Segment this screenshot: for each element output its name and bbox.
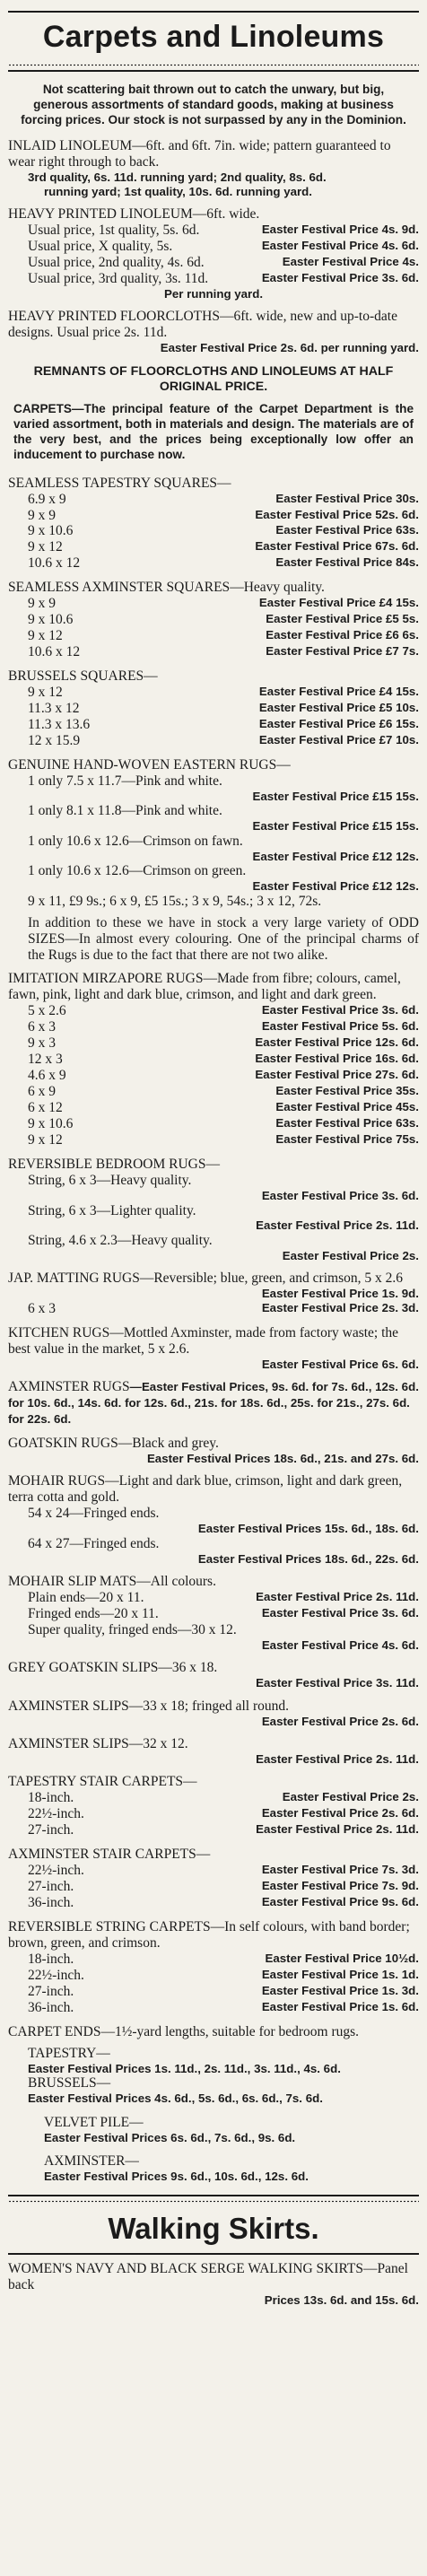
list-item: 22½-inch. Easter Festival Price 2s. 6d. bbox=[28, 1806, 419, 1822]
brussels-squares bbox=[8, 668, 419, 749]
axm-squares-desc: —Heavy quality. bbox=[230, 580, 325, 596]
eastern-title: GENUINE HAND-WOVEN EASTERN RUGS— bbox=[8, 757, 291, 773]
eastern-p2: Easter Festival Price £15 15s. bbox=[252, 819, 419, 834]
list-item: 9 x 12 Easter Festival Price £4 15s. bbox=[28, 685, 419, 701]
seamless-axminster-squares bbox=[8, 580, 419, 660]
list-item: 10.6 x 12 Easter Festival Price £7 7s. bbox=[28, 644, 419, 660]
slipmats-d2: Fringed ends—20 x 11. bbox=[28, 1605, 159, 1621]
hpl-usual-4: Usual price, 3rd quality, 3s. 11d. bbox=[28, 270, 209, 286]
skirts-title: WOMEN'S NAVY AND BLACK SERGE WALKING SKIRTS bbox=[8, 2260, 363, 2276]
axm-slips1-desc: —33 x 18; fringed all round. bbox=[128, 1698, 290, 1714]
list-item: 11.3 x 13.6 Easter Festival Price £6 15s. bbox=[28, 717, 419, 733]
kitchen-title: KITCHEN RUGS bbox=[8, 1324, 110, 1340]
list-item: 27-inch. Easter Festival Price 7s. 9d. bbox=[28, 1879, 419, 1895]
page-title: Carpets and Linoleums bbox=[42, 20, 385, 54]
mohair-title: MOHAIR RUGS bbox=[8, 1473, 106, 1489]
list-item: 36-inch. Easter Festival Price 9s. 6d. bbox=[28, 1895, 419, 1911]
list-item: 12 x 15.9 Easter Festival Price £7 10s. bbox=[28, 733, 419, 749]
bedroom-p1: Easter Festival Price 3s. 6d. bbox=[261, 1189, 419, 1203]
slipmats-d1: Plain ends—20 x 11. bbox=[28, 1589, 144, 1605]
slipmats-p2: Easter Festival Price 3s. 6d. bbox=[261, 1605, 419, 1620]
tap-stair-title: TAPESTRY STAIR CARPETS— bbox=[8, 1774, 197, 1790]
list-item: 9 x 12 Easter Festival Price £6 6s. bbox=[28, 628, 419, 644]
mirzapore-desc: —Made from fibre; colours, camel, fawn, pink, light and dark blue, crimson, and light and dark green. bbox=[8, 971, 401, 1003]
dotted-rule bbox=[8, 64, 419, 66]
rule bbox=[8, 70, 419, 72]
string-title: REVERSIBLE STRING CARPETS bbox=[8, 1919, 211, 1935]
slipmats-desc: —All colours. bbox=[136, 1574, 216, 1590]
hpl-tail: Per running yard. bbox=[163, 286, 264, 301]
tapestry-squares-title: SEAMLESS TAPESTRY SQUARES— bbox=[8, 475, 231, 491]
hpl-usual-3: Usual price, 2nd quality, 4s. 6d. bbox=[28, 254, 205, 270]
ends-axminster-price: Easter Festival Prices 9s. 6d., 10s. 6d., 12s. 6d. bbox=[44, 2170, 309, 2184]
axminster-slips-1 bbox=[8, 1698, 419, 1728]
axm-slips2-desc: —32 x 12. bbox=[128, 1736, 188, 1752]
grey-slips-desc: —36 x 18. bbox=[158, 1660, 218, 1676]
jap-desc: —Reversible; blue, green, and crimson, 5 x 2.6 bbox=[139, 1271, 403, 1287]
list-item: 9 x 3 Easter Festival Price 12s. 6d. bbox=[28, 1035, 419, 1052]
list-item: 36-inch. Easter Festival Price 1s. 6d. bbox=[28, 2000, 419, 2016]
list-item: 22½-inch. Easter Festival Price 7s. 3d. bbox=[28, 1863, 419, 1879]
hpl-price-3: Easter Festival Price 4s. bbox=[282, 254, 419, 268]
axm-slips2-price: Easter Festival Price 2s. 11d. bbox=[256, 1752, 419, 1767]
axm-rugs-title: AXMINSTER RUGS bbox=[8, 1379, 130, 1394]
inlaid-desc: —6ft. and 6ft. 7in. wide; pattern guaranteed to wear right through to back. bbox=[8, 138, 391, 170]
string-desc: —In self colours, with band border; brown, green, and crimson. bbox=[8, 1919, 410, 1952]
list-item: 9 x 10.6 Easter Festival Price £5 5s. bbox=[28, 612, 419, 628]
floorcloths-title: HEAVY PRINTED FLOORCLOTHS bbox=[8, 309, 220, 325]
list-item: 10.6 x 12 Easter Festival Price 84s. bbox=[28, 555, 419, 572]
grey-goatskin-slips bbox=[8, 1660, 419, 1690]
list-item: 6 x 9 Easter Festival Price 35s. bbox=[28, 1084, 419, 1100]
kitchen-rugs bbox=[8, 1325, 419, 1371]
hpl-usual-1: Usual price, 1st quality, 5s. 6d. bbox=[28, 222, 200, 238]
hpl-desc: —6ft. wide. bbox=[192, 205, 260, 222]
serge-walking-skirts bbox=[8, 2261, 419, 2307]
ends-velvet-price: Easter Festival Prices 6s. 6d., 7s. 6d., 9s. 6d. bbox=[44, 2130, 296, 2144]
walking-skirts-heading: Walking Skirts. bbox=[108, 2211, 319, 2245]
slipmats-d3: Super quality, fringed ends—30 x 12. bbox=[28, 1621, 237, 1637]
goatskin-rugs bbox=[8, 1436, 419, 1465]
bedroom-p2: Easter Festival Price 2s. 11d. bbox=[256, 1218, 419, 1233]
inlaid-title: INLAID LINOLEUM bbox=[8, 138, 133, 154]
mohair-desc: —Light and dark blue, crimson, light and dark green, terra cotta and gold. bbox=[8, 1473, 403, 1506]
ends-velvet-label: VELVET PILE— bbox=[44, 2114, 144, 2130]
list-item: 6 x 12 Easter Festival Price 45s. bbox=[28, 1100, 419, 1116]
axm-slips2-title: AXMINSTER SLIPS bbox=[8, 1736, 129, 1752]
top-rule bbox=[8, 11, 419, 13]
ends-desc: —1½-yard lengths, suitable for bedroom rugs. bbox=[100, 2024, 360, 2040]
list-item: 9 x 9 Easter Festival Price £4 15s. bbox=[28, 596, 419, 612]
hpl-price-2: Easter Festival Price 4s. 6d. bbox=[261, 238, 419, 252]
goatskin-price: Easter Festival Prices 18s. 6d., 21s. and 27s. 6d. bbox=[146, 1451, 419, 1465]
axm-rugs-desc: —Easter Festival Prices, 9s. 6d. for 7s. 6d., 12s. 6d. for 10s. 6d., 14s. 6d. for 12s. 6d., 21s. for 18s. 6d., 25s. for 21s., 27s. 6d. for 22s. 6d. bbox=[8, 1380, 419, 1426]
mirzapore-title: IMITATION MIRZAPORE RUGS bbox=[8, 971, 204, 987]
dotted-rule bbox=[8, 2200, 419, 2203]
list-item: 6 x 3 Easter Festival Price 5s. 6d. bbox=[28, 1019, 419, 1035]
slipmats-p1: Easter Festival Price 2s. 11d. bbox=[256, 1589, 419, 1603]
ends-tapestry-price: Easter Festival Prices 1s. 11d., 2s. 11d., 3s. 11d., 4s. 6d. bbox=[28, 2061, 341, 2075]
list-item: 22½-inch. Easter Festival Price 1s. 1d. bbox=[28, 1968, 419, 1984]
mirzapore-rugs bbox=[8, 971, 419, 1148]
advertisement bbox=[8, 0, 419, 2307]
eastern-d2: 1 only 8.1 x 11.8—Pink and white. bbox=[28, 803, 222, 819]
list-item: 9 x 10.6 Easter Festival Price 63s. bbox=[28, 1116, 419, 1132]
mohair-d2: 64 x 27—Fringed ends. bbox=[28, 1535, 160, 1551]
jap-p1: Easter Festival Price 1s. 9d. bbox=[261, 1287, 419, 1301]
eastern-d3: 1 only 10.6 x 12.6—Crimson on fawn. bbox=[28, 833, 243, 849]
rule bbox=[8, 2253, 419, 2255]
axm-stair-title: AXMINSTER STAIR CARPETS— bbox=[8, 1847, 211, 1863]
intro-text: Not scattering bait thrown out to catch the unwary, but big, generous assortments of standard goods, making at business forcing prices. Our stock is not surpassed by any in the Dominion. bbox=[21, 83, 406, 127]
inlaid-line1: 3rd quality, 6s. 11d. running yard; 2nd quality, 8s. 6d. bbox=[28, 170, 327, 185]
list-item: 6.9 x 9 Easter Festival Price 30s. bbox=[28, 491, 419, 507]
hpl-price-1: Easter Festival Price 4s. 9d. bbox=[261, 222, 419, 236]
jap-p2: Easter Festival Price 2s. 3d. bbox=[261, 1300, 419, 1314]
list-item: 18-inch. Easter Festival Price 10½d. bbox=[28, 1952, 419, 1968]
hpl-title: HEAVY PRINTED LINOLEUM bbox=[8, 205, 193, 222]
list-item: 9 x 12 Easter Festival Price 75s. bbox=[28, 1132, 419, 1148]
eastern-p3: Easter Festival Price £12 12s. bbox=[252, 849, 419, 863]
hpl-price-4: Easter Festival Price 3s. 6d. bbox=[261, 270, 419, 284]
mohair-slip-mats bbox=[8, 1574, 419, 1652]
remnants-heading: REMNANTS OF FLOORCLOTHS AND LINOLEUMS AT HALF ORIGINAL PRICE. bbox=[33, 363, 394, 394]
reversible-string-carpets bbox=[8, 1919, 419, 2016]
floorcloths-desc: —6ft. wide, new and up-to-date designs. Usual price 2s. 11d. bbox=[8, 309, 397, 341]
list-item: 27-inch. Easter Festival Price 1s. 3d. bbox=[28, 1984, 419, 2000]
ends-axminster-label: AXMINSTER— bbox=[44, 2153, 139, 2170]
grey-slips-title: GREY GOATSKIN SLIPS bbox=[8, 1660, 159, 1676]
list-item: 11.3 x 12 Easter Festival Price £5 10s. bbox=[28, 701, 419, 717]
kitchen-price: Easter Festival Price 6s. 6d. bbox=[261, 1357, 419, 1371]
axm-slips1-title: AXMINSTER SLIPS bbox=[8, 1698, 129, 1714]
jap-matting-rugs bbox=[8, 1271, 419, 1316]
hpl-usual-2: Usual price, X quality, 5s. bbox=[28, 238, 173, 254]
bedroom-d3: String, 4.6 x 2.3—Heavy quality. bbox=[28, 1232, 213, 1248]
carpet-ends bbox=[8, 2024, 419, 2184]
list-item: 18-inch. Easter Festival Price 2s. bbox=[28, 1790, 419, 1806]
list-item: 4.6 x 9 Easter Festival Price 27s. 6d. bbox=[28, 1068, 419, 1084]
goatskin-desc: —Black and grey. bbox=[118, 1435, 219, 1451]
mohair-p1: Easter Festival Prices 15s. 6d., 18s. 6d. bbox=[197, 1522, 419, 1536]
seamless-tapestry-squares bbox=[8, 476, 419, 572]
list-item: 12 x 3 Easter Festival Price 16s. 6d. bbox=[28, 1052, 419, 1068]
eastern-odd-sizes: In addition to these we have in stock a very large variety of ODD SIZES—In almost every colouring. One of the principal charms of the Rugs is due to the fact that there are not two alike. bbox=[28, 914, 419, 963]
axminster-rugs bbox=[8, 1379, 419, 1428]
mohair-p2: Easter Festival Prices 18s. 6d., 22s. 6d. bbox=[197, 1551, 419, 1566]
grey-slips-price: Easter Festival Price 3s. 11d. bbox=[256, 1676, 419, 1690]
inlaid-line2: running yard; 1st quality, 10s. 6d. running yard. bbox=[44, 184, 312, 198]
carpets-feature: CARPETS—The principal feature of the Carpet Department is the varied assortment, both in materials and design. The materials are of the very best, and the prices being exceptionally low offer an inducement to purchase now. bbox=[13, 402, 414, 461]
axminster-stair-carpets bbox=[8, 1847, 419, 1911]
bedroom-title: REVERSIBLE BEDROOM RUGS— bbox=[8, 1157, 220, 1173]
slipmats-p3: Easter Festival Price 4s. 6d. bbox=[261, 1637, 419, 1652]
axm-squares-title: SEAMLESS AXMINSTER SQUARES bbox=[8, 580, 231, 596]
rule bbox=[8, 2195, 419, 2196]
ends-brussels-price: Easter Festival Prices 4s. 6d., 5s. 6d., 6s. 6d., 7s. 6d. bbox=[28, 2091, 323, 2106]
mohair-d1: 54 x 24—Fringed ends. bbox=[28, 1506, 160, 1522]
bedroom-d2: String, 6 x 3—Lighter quality. bbox=[28, 1202, 196, 1218]
tapestry-stair-carpets bbox=[8, 1774, 419, 1838]
list-item: 9 x 12 Easter Festival Price 67s. 6d. bbox=[28, 539, 419, 555]
brussels-title: BRUSSELS SQUARES— bbox=[8, 668, 158, 685]
floorcloths-price: Easter Festival Price 2s. 6d. per running yard. bbox=[160, 341, 419, 355]
list-item: 9 x 10.6 Easter Festival Price 63s. bbox=[28, 523, 419, 539]
eastern-d4: 1 only 10.6 x 12.6—Crimson on green. bbox=[28, 863, 247, 879]
axm-slips1-price: Easter Festival Price 2s. 6d. bbox=[261, 1714, 419, 1728]
ends-title: CARPET ENDS bbox=[8, 2024, 101, 2040]
heavy-printed-linoleum bbox=[8, 206, 419, 301]
inlaid-linoleum bbox=[8, 138, 419, 198]
ends-brussels-label: BRUSSELS— bbox=[28, 2075, 111, 2091]
bedroom-p3: Easter Festival Price 2s. bbox=[282, 1248, 419, 1262]
eastern-rugs bbox=[8, 757, 419, 963]
bedroom-d1: String, 6 x 3—Heavy quality. bbox=[28, 1173, 192, 1189]
eastern-d5: 9 x 11, £9 9s.; 6 x 9, £5 15s.; 3 x 9, 54s.; 3 x 12, 72s. bbox=[28, 893, 322, 909]
mohair-rugs bbox=[8, 1473, 419, 1566]
slipmats-title: MOHAIR SLIP MATS bbox=[8, 1574, 137, 1590]
skirts-desc: —Panel back bbox=[8, 2260, 408, 2292]
heavy-printed-floorcloths bbox=[8, 309, 419, 354]
jap-title: JAP. MATTING RUGS bbox=[8, 1271, 140, 1287]
list-item: 9 x 9 Easter Festival Price 52s. 6d. bbox=[28, 507, 419, 523]
goatskin-title: GOATSKIN RUGS bbox=[8, 1435, 118, 1451]
ends-tapestry-label: TAPESTRY— bbox=[28, 2046, 110, 2062]
eastern-p4: Easter Festival Price £12 12s. bbox=[252, 879, 419, 894]
bedroom-rugs bbox=[8, 1157, 419, 1262]
eastern-p1: Easter Festival Price £15 15s. bbox=[252, 790, 419, 804]
list-item: 27-inch. Easter Festival Price 2s. 11d. bbox=[28, 1822, 419, 1838]
eastern-d1: 1 only 7.5 x 11.7—Pink and white. bbox=[28, 773, 222, 790]
axminster-slips-2 bbox=[8, 1736, 419, 1766]
skirts-price: Prices 13s. 6d. and 15s. 6d. bbox=[264, 2292, 419, 2307]
kitchen-desc: —Mottled Axminster, made from factory waste; the best value in the market, 5 x 2.6. bbox=[8, 1324, 399, 1357]
jap-d2: 6 x 3 bbox=[28, 1300, 56, 1316]
list-item: 5 x 2.6 Easter Festival Price 3s. 6d. bbox=[28, 1003, 419, 1019]
